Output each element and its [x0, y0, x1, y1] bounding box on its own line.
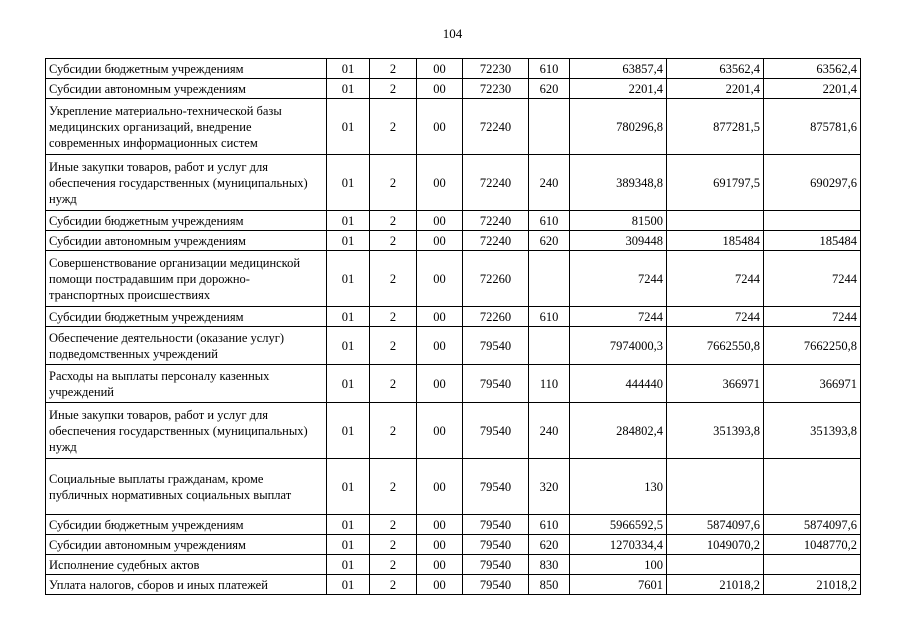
- amount-year1-cell: 7244: [570, 307, 667, 327]
- target-code-cell: 72240: [463, 231, 529, 251]
- amount-year2-cell: 366971: [667, 365, 764, 403]
- amount-year2-cell: 21018,2: [667, 575, 764, 595]
- target-code-cell: 72230: [463, 79, 529, 99]
- page-number: 104: [442, 26, 463, 41]
- table-row: [46, 211, 861, 231]
- amount-year1-cell: 780296,8: [570, 99, 667, 155]
- amount-year2-cell: [667, 555, 764, 575]
- table-row: [46, 515, 861, 535]
- target-code-cell: 79540: [463, 555, 529, 575]
- amount-year3-cell: 21018,2: [764, 575, 861, 595]
- subsection-code-cell: 2: [370, 515, 417, 535]
- target-code-cell: 72240: [463, 99, 529, 155]
- amount-year3-cell: 185484: [764, 231, 861, 251]
- subsection-code-cell: 2: [370, 403, 417, 459]
- table-row: [46, 555, 861, 575]
- amount-year1-cell: 81500: [570, 211, 667, 231]
- section-code-cell: 01: [327, 327, 370, 365]
- row-name-cell: Субсидии бюджетным учреждениям: [46, 515, 327, 535]
- expense-type-cell: 830: [529, 555, 570, 575]
- program-code-cell: 00: [417, 79, 463, 99]
- amount-year3-cell: 690297,6: [764, 155, 861, 211]
- section-code-cell: 01: [327, 251, 370, 307]
- program-code-cell: 00: [417, 555, 463, 575]
- amount-year1-cell: 444440: [570, 365, 667, 403]
- program-code-cell: 00: [417, 327, 463, 365]
- row-name-cell: Расходы на выплаты персоналу казенных учреждений: [46, 365, 327, 403]
- expense-type-cell: 620: [529, 231, 570, 251]
- section-code-cell: 01: [327, 365, 370, 403]
- row-name-cell: Субсидии бюджетным учреждениям: [46, 59, 327, 79]
- amount-year1-cell: 284802,4: [570, 403, 667, 459]
- amount-year3-cell: 7244: [764, 307, 861, 327]
- amount-year2-cell: 7244: [667, 307, 764, 327]
- amount-year1-cell: 389348,8: [570, 155, 667, 211]
- amount-year3-cell: 7662250,8: [764, 327, 861, 365]
- target-code-cell: 72240: [463, 211, 529, 231]
- budget-table: [45, 58, 861, 595]
- section-code-cell: 01: [327, 155, 370, 211]
- expense-type-cell: [529, 251, 570, 307]
- program-code-cell: 00: [417, 459, 463, 515]
- row-name-cell: Субсидии бюджетным учреждениям: [46, 307, 327, 327]
- table-row: [46, 59, 861, 79]
- section-code-cell: 01: [327, 575, 370, 595]
- expense-type-cell: 850: [529, 575, 570, 595]
- program-code-cell: 00: [417, 231, 463, 251]
- table-row: [46, 251, 861, 307]
- target-code-cell: 79540: [463, 403, 529, 459]
- subsection-code-cell: 2: [370, 307, 417, 327]
- expense-type-cell: 610: [529, 59, 570, 79]
- amount-year2-cell: 2201,4: [667, 79, 764, 99]
- section-code-cell: 01: [327, 211, 370, 231]
- amount-year2-cell: 877281,5: [667, 99, 764, 155]
- subsection-code-cell: 2: [370, 211, 417, 231]
- section-code-cell: 01: [327, 59, 370, 79]
- expense-type-cell: [529, 99, 570, 155]
- table-row: [46, 327, 861, 365]
- amount-year1-cell: 100: [570, 555, 667, 575]
- row-name-cell: Совершенствование организации медицинской помощи пострадавшим при дорожно-транспортных происшествиях: [46, 251, 327, 307]
- target-code-cell: 79540: [463, 515, 529, 535]
- expense-type-cell: [529, 327, 570, 365]
- row-name-cell: Обеспечение деятельности (оказание услуг) подведомственных учреждений: [46, 327, 327, 365]
- subsection-code-cell: 2: [370, 59, 417, 79]
- expense-type-cell: 110: [529, 365, 570, 403]
- amount-year1-cell: 2201,4: [570, 79, 667, 99]
- program-code-cell: 00: [417, 575, 463, 595]
- section-code-cell: 01: [327, 99, 370, 155]
- section-code-cell: 01: [327, 555, 370, 575]
- amount-year3-cell: 2201,4: [764, 79, 861, 99]
- amount-year2-cell: 185484: [667, 231, 764, 251]
- section-code-cell: 01: [327, 403, 370, 459]
- row-name-cell: Субсидии автономным учреждениям: [46, 231, 327, 251]
- row-name-cell: Субсидии автономным учреждениям: [46, 79, 327, 99]
- amount-year3-cell: [764, 555, 861, 575]
- amount-year2-cell: [667, 459, 764, 515]
- subsection-code-cell: 2: [370, 459, 417, 515]
- amount-year1-cell: 63857,4: [570, 59, 667, 79]
- section-code-cell: 01: [327, 515, 370, 535]
- program-code-cell: 00: [417, 155, 463, 211]
- program-code-cell: 00: [417, 535, 463, 555]
- expense-type-cell: 610: [529, 307, 570, 327]
- expense-type-cell: 240: [529, 155, 570, 211]
- expense-type-cell: 610: [529, 211, 570, 231]
- row-name-cell: Укрепление материально-технической базы медицинских организаций, внедрение современных информационных систем: [46, 99, 327, 155]
- program-code-cell: 00: [417, 365, 463, 403]
- subsection-code-cell: 2: [370, 535, 417, 555]
- amount-year1-cell: 5966592,5: [570, 515, 667, 535]
- table-row: [46, 231, 861, 251]
- amount-year2-cell: [667, 211, 764, 231]
- row-name-cell: Субсидии бюджетным учреждениям: [46, 211, 327, 231]
- table-row: [46, 535, 861, 555]
- program-code-cell: 00: [417, 59, 463, 79]
- row-name-cell: Иные закупки товаров, работ и услуг для обеспечения государственных (муниципальных) нужд: [46, 155, 327, 211]
- expense-type-cell: 320: [529, 459, 570, 515]
- target-code-cell: 79540: [463, 535, 529, 555]
- table-row: [46, 307, 861, 327]
- table-row: [46, 155, 861, 211]
- target-code-cell: 72240: [463, 155, 529, 211]
- row-name-cell: Иные закупки товаров, работ и услуг для обеспечения государственных (муниципальных) нужд: [46, 403, 327, 459]
- table-row: [46, 99, 861, 155]
- subsection-code-cell: 2: [370, 575, 417, 595]
- row-name-cell: Исполнение судебных актов: [46, 555, 327, 575]
- amount-year2-cell: 351393,8: [667, 403, 764, 459]
- expense-type-cell: 620: [529, 535, 570, 555]
- amount-year2-cell: 63562,4: [667, 59, 764, 79]
- row-name-cell: Субсидии автономным учреждениям: [46, 535, 327, 555]
- amount-year2-cell: 7244: [667, 251, 764, 307]
- program-code-cell: 00: [417, 99, 463, 155]
- section-code-cell: 01: [327, 535, 370, 555]
- amount-year2-cell: 7662550,8: [667, 327, 764, 365]
- amount-year2-cell: 1049070,2: [667, 535, 764, 555]
- expense-type-cell: 610: [529, 515, 570, 535]
- target-code-cell: 79540: [463, 365, 529, 403]
- amount-year1-cell: 1270334,4: [570, 535, 667, 555]
- target-code-cell: 72260: [463, 307, 529, 327]
- amount-year1-cell: 309448: [570, 231, 667, 251]
- program-code-cell: 00: [417, 211, 463, 231]
- target-code-cell: 72260: [463, 251, 529, 307]
- table-body: [46, 59, 861, 595]
- table-row: [46, 459, 861, 515]
- expense-type-cell: 620: [529, 79, 570, 99]
- amount-year1-cell: 130: [570, 459, 667, 515]
- subsection-code-cell: 2: [370, 365, 417, 403]
- table-row: [46, 403, 861, 459]
- amount-year3-cell: 1048770,2: [764, 535, 861, 555]
- subsection-code-cell: 2: [370, 555, 417, 575]
- amount-year3-cell: 351393,8: [764, 403, 861, 459]
- amount-year3-cell: 63562,4: [764, 59, 861, 79]
- amount-year2-cell: 691797,5: [667, 155, 764, 211]
- table-row: [46, 575, 861, 595]
- amount-year2-cell: 5874097,6: [667, 515, 764, 535]
- target-code-cell: 79540: [463, 575, 529, 595]
- amount-year3-cell: 875781,6: [764, 99, 861, 155]
- row-name-cell: Уплата налогов, сборов и иных платежей: [46, 575, 327, 595]
- table-row: [46, 79, 861, 99]
- row-name-cell: Социальные выплаты гражданам, кроме публичных нормативных социальных выплат: [46, 459, 327, 515]
- program-code-cell: 00: [417, 251, 463, 307]
- amount-year3-cell: 366971: [764, 365, 861, 403]
- section-code-cell: 01: [327, 79, 370, 99]
- subsection-code-cell: 2: [370, 251, 417, 307]
- amount-year3-cell: 5874097,6: [764, 515, 861, 535]
- subsection-code-cell: 2: [370, 79, 417, 99]
- amount-year3-cell: [764, 211, 861, 231]
- target-code-cell: 72230: [463, 59, 529, 79]
- expense-type-cell: 240: [529, 403, 570, 459]
- target-code-cell: 79540: [463, 459, 529, 515]
- amount-year1-cell: 7244: [570, 251, 667, 307]
- subsection-code-cell: 2: [370, 155, 417, 211]
- subsection-code-cell: 2: [370, 231, 417, 251]
- target-code-cell: 79540: [463, 327, 529, 365]
- program-code-cell: 00: [417, 307, 463, 327]
- subsection-code-cell: 2: [370, 99, 417, 155]
- program-code-cell: 00: [417, 403, 463, 459]
- section-code-cell: 01: [327, 459, 370, 515]
- section-code-cell: 01: [327, 307, 370, 327]
- amount-year1-cell: 7974000,3: [570, 327, 667, 365]
- amount-year3-cell: [764, 459, 861, 515]
- subsection-code-cell: 2: [370, 327, 417, 365]
- program-code-cell: 00: [417, 515, 463, 535]
- amount-year1-cell: 7601: [570, 575, 667, 595]
- amount-year3-cell: 7244: [764, 251, 861, 307]
- section-code-cell: 01: [327, 231, 370, 251]
- table-row: [46, 365, 861, 403]
